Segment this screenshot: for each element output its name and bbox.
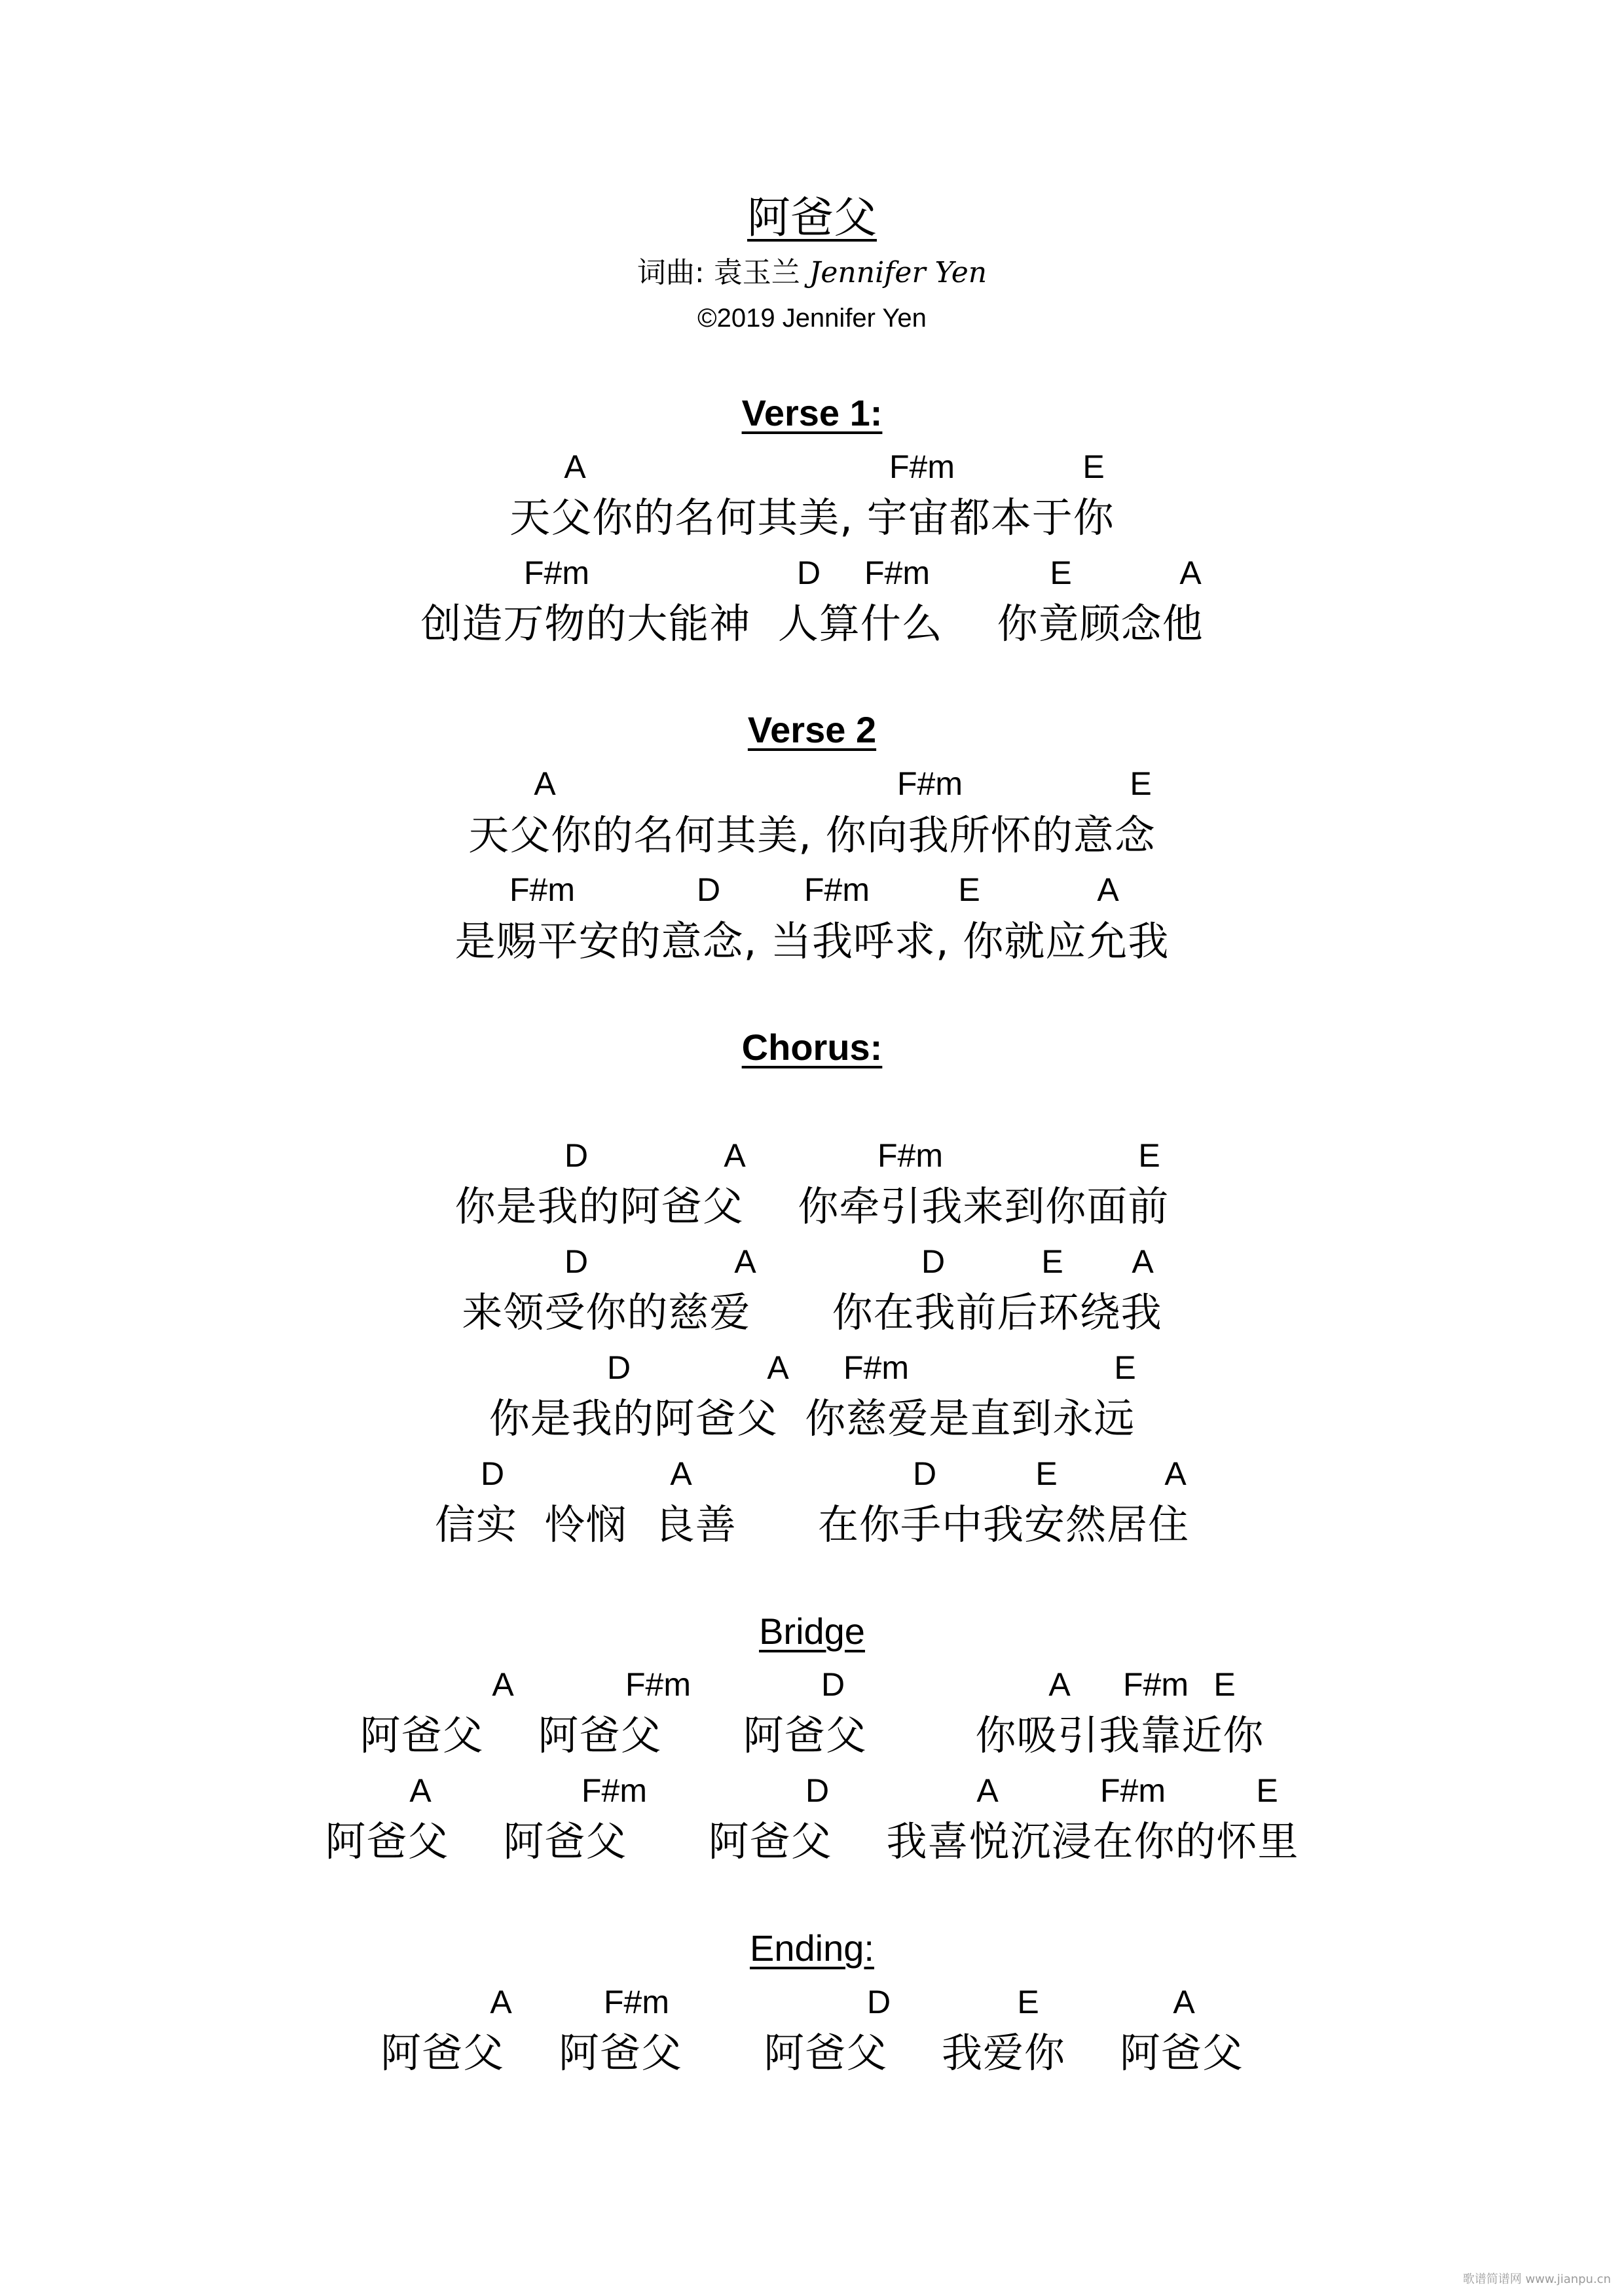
chord: A — [534, 765, 556, 802]
credit-name: Jennifer Yen — [809, 256, 987, 289]
chord: A — [1132, 1243, 1154, 1280]
chord: A — [1097, 871, 1119, 908]
site-watermark: 歌谱简谱网 www.jianpu.cn — [1462, 2272, 1611, 2286]
chord: E — [958, 871, 980, 908]
chord: F#m — [509, 871, 575, 908]
chord: E — [1256, 1772, 1278, 1809]
chord: F#m — [877, 1137, 943, 1174]
chord: A — [1173, 1984, 1195, 2020]
chord: E — [1017, 1984, 1039, 2020]
verse1-heading: Verse 1: — [741, 392, 883, 433]
lyric-line: 来领受你的慈爱 你在我前后环绕我 — [462, 1288, 1162, 1336]
chord: D — [805, 1772, 830, 1809]
chord: A — [564, 448, 586, 485]
chord: F#m — [843, 1349, 909, 1386]
chord: E — [1035, 1455, 1058, 1492]
lyric-line: 阿爸父 阿爸父 阿爸父 我爱你 阿爸父 — [380, 2029, 1244, 2077]
chord: E — [1130, 765, 1152, 802]
chord: D — [564, 1137, 589, 1174]
chord: A — [1048, 1666, 1071, 1703]
chord: A — [767, 1349, 789, 1386]
chord: F#m — [604, 1984, 669, 2020]
copyright-notice: ©2019 Jennifer Yen — [697, 304, 927, 333]
chord: A — [409, 1772, 432, 1809]
chord: F#m — [1123, 1666, 1189, 1703]
chord: A — [492, 1666, 514, 1703]
chord: E — [1138, 1137, 1160, 1174]
chord: D — [564, 1243, 589, 1280]
lyric-line: 信实 怜悯 良善 在你手中我安然居住 — [434, 1501, 1190, 1548]
credit-line — [637, 256, 987, 289]
credit-label: 词曲: 袁玉兰 — [637, 256, 800, 289]
ending-heading: Ending: — [750, 1927, 874, 1969]
chord: F#m — [864, 555, 930, 591]
chord: F#m — [889, 448, 955, 485]
chord: D — [606, 1349, 631, 1386]
chord: A — [1164, 1455, 1187, 1492]
chord: F#m — [625, 1666, 691, 1703]
chord: A — [490, 1984, 512, 2020]
chord: F#m — [804, 871, 870, 908]
chord: E — [1114, 1349, 1136, 1386]
chord: D — [480, 1455, 505, 1492]
verse2-heading: Verse 2 — [747, 709, 877, 750]
chord: A — [1179, 555, 1202, 591]
chord: F#m — [524, 555, 589, 591]
chord: E — [1082, 448, 1105, 485]
chord: D — [696, 871, 721, 908]
chord: D — [921, 1243, 946, 1280]
chord: D — [912, 1455, 937, 1492]
chord: E — [1041, 1243, 1063, 1280]
lyric-line: 是赐平安的意念, 当我呼求, 你就应允我 — [454, 917, 1170, 965]
lyric-line: 天父你的名何其美, 宇宙都本于你 — [509, 494, 1115, 541]
bridge-heading: Bridge — [759, 1611, 865, 1652]
chord: D — [796, 555, 821, 591]
lyric-line: 阿爸父 阿爸父 阿爸父 我喜悦沉浸在你的怀里 — [325, 1817, 1299, 1865]
chord: E — [1213, 1666, 1236, 1703]
chord: A — [976, 1772, 999, 1809]
chorus-heading: Chorus: — [741, 1027, 883, 1068]
chord: D — [821, 1666, 845, 1703]
lyric-line: 天父你的名何其美, 你向我所怀的意念 — [468, 811, 1156, 859]
lyric-line: 你是我的阿爸父 你牵引我来到你面前 — [454, 1182, 1170, 1230]
chord: E — [1050, 555, 1072, 591]
chord: F#m — [897, 765, 963, 802]
chord: D — [866, 1984, 891, 2020]
chord: A — [724, 1137, 746, 1174]
chord: F#m — [1100, 1772, 1166, 1809]
chord: A — [734, 1243, 756, 1280]
chord: F#m — [581, 1772, 647, 1809]
chord: A — [670, 1455, 692, 1492]
lyric-line: 阿爸父 阿爸父 阿爸父 你吸引我靠近你 — [360, 1711, 1264, 1759]
lyric-line: 创造万物的大能神 人算什么 你竟顾念他 — [420, 600, 1204, 647]
song-title: 阿爸父 — [747, 192, 877, 243]
lyric-line: 你是我的阿爸父 你慈爱是直到永远 — [489, 1394, 1135, 1442]
